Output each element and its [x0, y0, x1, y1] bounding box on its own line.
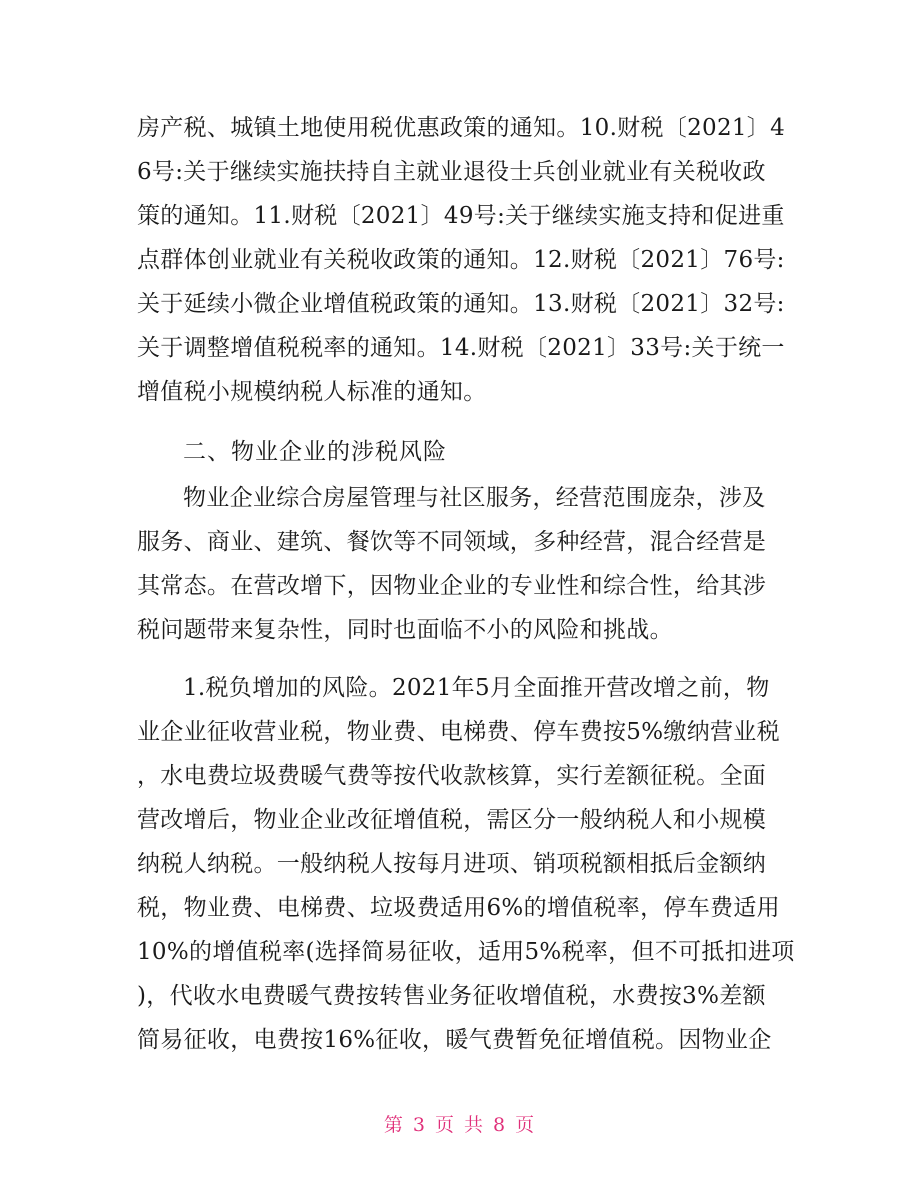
text-line: 策的通知。11.财税〔2021〕49号:关于继续实施支持和促进重	[137, 203, 785, 229]
text-line: 业企业征收营业税，物业费、电梯费、停车费按5%缴纳营业税	[137, 719, 780, 745]
text-line: 房产税、城镇土地使用税优惠政策的通知。10.财税〔2021〕4	[137, 115, 786, 141]
text-line: 服务、商业、建筑、餐饮等不同领域，多种经营，混合经营是	[137, 529, 767, 555]
text-line: )，代收水电费暖气费按转售业务征收增值税，水费按3%差额	[137, 983, 766, 1009]
text-line: 纳税人纳税。一般纳税人按每月进项、销项税额相抵后金额纳	[137, 851, 767, 877]
text-line: 6号:关于继续实施扶持自主就业退役士兵创业就业有关税收政	[137, 159, 766, 185]
text-line: 简易征收，电费按16%征收，暖气费暂免征增值税。因物业企	[137, 1027, 772, 1053]
text-line: 增值税小规模纳税人标准的通知。	[137, 379, 487, 405]
text-line: 10%的增值税率(选择简易征收，适用5%税率，但不可抵扣进项	[137, 939, 795, 965]
text-line: 税问题带来复杂性，同时也面临不小的风险和挑战。	[137, 617, 673, 643]
text-line: ，水电费垃圾费暖气费等按代收款核算，实行差额征税。全面	[137, 763, 767, 789]
text-line: 关于延续小微企业增值税政策的通知。13.财税〔2021〕32号:	[137, 291, 785, 317]
paragraph-first-line: 物业企业综合房屋管理与社区服务，经营范围庞杂，涉及	[183, 485, 766, 511]
page-number-footer: 第 3 页 共 8 页	[383, 1114, 537, 1136]
text-line: 其常态。在营改增下，因物业企业的专业性和综合性，给其涉	[137, 573, 767, 599]
section-heading: 二、物业企业的涉税风险	[183, 439, 447, 465]
paragraph-first-line: 1.税负增加的风险。2021年5月全面推开营改增之前，物	[183, 675, 770, 701]
text-line: 关于调整增值税税率的通知。14.财税〔2021〕33号:关于统一	[137, 335, 785, 361]
text-line: 营改增后，物业企业改征增值税，需区分一般纳税人和小规模	[137, 807, 767, 833]
text-line: 点群体创业就业有关税收政策的通知。12.财税〔2021〕76号:	[137, 247, 785, 273]
text-line: 税，物业费、电梯费、垃圾费适用6%的增值税率，停车费适用	[137, 895, 780, 921]
